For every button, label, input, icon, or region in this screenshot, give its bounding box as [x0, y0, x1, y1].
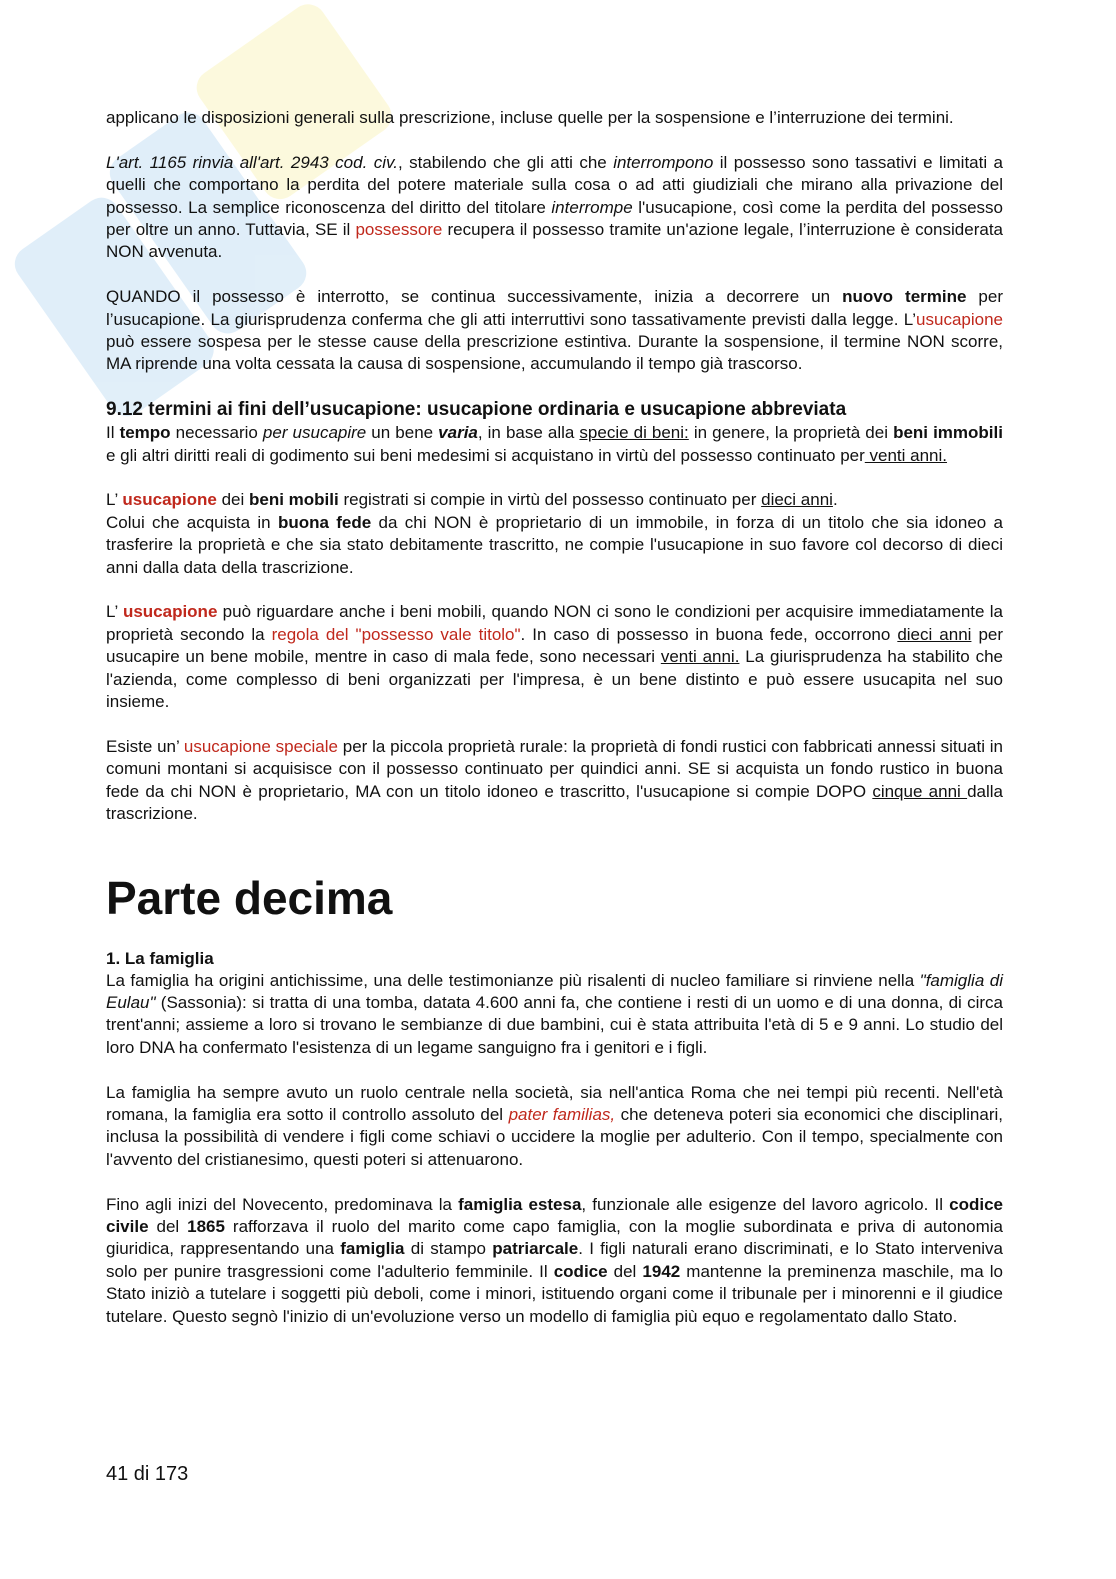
styled-text: regola del "possesso vale titolo" — [271, 624, 521, 644]
styled-text: specie di beni: — [579, 423, 689, 443]
text-run: un bene — [366, 423, 439, 443]
text-run: per usucapire un bene mobile, mentre in caso di mala fede, sono necessari — [106, 624, 1004, 667]
text-run: del — [607, 1261, 643, 1281]
styled-text: 1942 — [642, 1261, 681, 1281]
part-title: Parte decima — [106, 871, 393, 924]
text-run: L’ — [106, 602, 123, 622]
styled-text: cinque anni — [872, 781, 968, 801]
paragraph — [106, 736, 1003, 826]
styled-text: possessore — [355, 220, 443, 240]
text-run: applicano le disposizioni generali sulla prescrizione, incluse quelle per la sospensione e l’interruzione dei termini. — [106, 108, 954, 127]
text-run: (Sassonia): si tratta di una tomba, datata 4.600 anni fa, che contiene i resti di un uomo e di una donna, di circa trent'anni; assieme a loro si trovano le sembianze di due bambini, cui è stata attribuita l'età di 5 e 9 anni. Lo studio del loro DNA ha confermato l'esistenza di un legame sanguigno fra i genitori e i figli. — [106, 992, 1003, 1057]
text-run: in genere, la proprietà dei — [688, 423, 894, 443]
styled-text: per usucapire — [262, 423, 367, 443]
styled-text: "famiglia di Eulau" — [106, 970, 1003, 1012]
text-run: Fino agli inizi del Novecento, predominava la — [106, 1194, 459, 1214]
styled-text: usucapione — [122, 490, 217, 510]
text-run: il possesso sono tassativi e limitati a quelli che comportano la perdita del potere materiale sulla cosa o ad atti giudiziali che mirano alla privazione del possesso. La semplice riconoscenza del diritto del titolare — [106, 152, 1003, 217]
text-run: recupera il possesso tramite un'azione legale, l’interruzione è considerata NON avvenuta. — [106, 220, 1003, 262]
paragraph — [106, 107, 1003, 129]
paragraph — [106, 152, 1003, 264]
section-usucapione-interruzione — [106, 107, 1003, 376]
text-run: rafforzava il ruolo del marito come capo famiglia, con la moglie subordinata e priva di autonomia giuridica, rappresentando una — [106, 1216, 1003, 1259]
text-run: per l’usucapione. La giurisprudenza conferma che gli atti interruttivi sono tassativamente previsti dalla legge. L’ — [106, 287, 1003, 329]
text-run: registrati si compie in virtù del possesso continuato per — [338, 490, 762, 510]
text-run: La famiglia ha sempre avuto un ruolo centrale nella società, sia nell'antica Roma che nei tempi più recenti. Nell'età romana, la famiglia era sotto il controllo assoluto del — [106, 1082, 1003, 1124]
text-run: di stampo — [404, 1239, 493, 1259]
section-heading: 9.12 termini ai fini dell’usucapione: usucapione ordinaria e usucapione abbreviata — [106, 399, 847, 421]
styled-text: usucapione speciale — [183, 736, 338, 756]
text-run: può essere sospesa per le stesse cause della prescrizione estintiva. Durante la sospensione, il termine NON scorre, MA riprende una volta cessata la causa di sospensione, accumulando il tempo già trascorso. — [106, 332, 1003, 374]
styled-text: tempo — [119, 423, 171, 443]
styled-text: codice civile — [106, 1194, 1003, 1236]
text-run: , in base alla — [477, 423, 580, 443]
styled-text: patriarcale — [492, 1239, 579, 1259]
styled-text: varia — [438, 423, 478, 443]
text-run: . In caso di possesso in buona fede, occorrono — [520, 624, 898, 644]
text-run: per la piccola proprietà rurale: la proprietà di fondi rustici con fabbricati annessi situati in comuni montani si acquisisce con il possesso continuato per quindici anni. SE si acquista un fondo rustico in buona fede da chi NON è proprietario, MA con un titolo idoneo e trascritto, l'usucapione si compie DOPO — [106, 736, 1003, 801]
styled-text: famiglia — [340, 1239, 405, 1259]
text-run: da chi NON è proprietario di un immobile, in forza di un titolo che sia idoneo a trasferire la proprietà e che sia stato debitamente trascritto, ne compie l'usucapione in suo favore col decorso di dieci anni dalla data della trascrizione. — [106, 512, 1003, 577]
paragraph — [106, 489, 1003, 579]
text-run: dei — [216, 490, 249, 510]
styled-text: 1865 — [187, 1216, 225, 1236]
paragraph — [106, 1194, 1003, 1328]
paragraph — [106, 1082, 1003, 1172]
part-decima — [106, 870, 1003, 1328]
styled-text: dieci anni — [897, 624, 972, 644]
styled-text: beni mobili — [249, 490, 339, 510]
paragraph — [106, 970, 1003, 1060]
text-run: può riguardare anche i beni mobili, quando NON ci sono le condizioni per acquisire immediatamente la proprietà secondo la — [106, 602, 1003, 644]
styled-text: nuovo termine — [842, 287, 967, 307]
paragraph — [106, 286, 1003, 376]
text-run: Colui che acquista in — [106, 512, 278, 532]
styled-text: venti anni. — [660, 647, 740, 667]
document-page — [106, 107, 1003, 1350]
section-9-12 — [106, 398, 1003, 825]
text-run: l'usucapione, così come la perdita del possesso per oltre un anno. Tuttavia, SE il — [106, 197, 1003, 240]
text-run: Il — [106, 423, 120, 443]
text-run: QUANDO il possesso è interrotto, se continua successivamente, inizia a decorrere un — [106, 287, 843, 307]
text-run: del — [148, 1216, 188, 1236]
styled-text: pater familias, — [508, 1104, 616, 1124]
styled-text: famiglia estesa — [458, 1194, 582, 1214]
styled-text: L'art. 1165 rinvia all'art. 2943 cod. civ. — [106, 152, 398, 172]
text-run: La giurisprudenza ha stabilito che l'azienda, come complesso di beni organizzati per l'impresa, è un bene distinto e può essere usucapita nel suo insieme. — [106, 647, 1003, 712]
text-run: e gli altri diritti reali di godimento sui beni medesimi si acquistano in virtù del possesso continuato per — [106, 445, 865, 465]
styled-text: usucapione — [122, 602, 218, 622]
text-run: , funzionale alle esigenze del lavoro agricolo. Il — [581, 1194, 950, 1214]
styled-text: dieci anni — [761, 490, 833, 510]
styled-text: beni immobili — [893, 423, 1003, 443]
text-run: mantenne la preminenza maschile, ma lo Stato iniziò a tutelare i soggetti più deboli, come i minori, istituendo organi come il tribunale per i minorenni e il giudice tutelare. Questo segnò l'inizio di un'evoluzione verso un modello di famiglia più equo e regolamentato dallo Stato. — [106, 1261, 1003, 1326]
text-run: che deteneva poteri sia economici che disciplinari, inclusa la possibilità di vendere i figli come schiavi o uccidere la moglie per adulterio. Con il tempo, specialmente con l'avvento del cristianesimo, questi poteri si attenuarono. — [106, 1104, 1003, 1169]
styled-text: venti anni. — [864, 445, 948, 465]
text-run: La famiglia ha origini antichissime, una delle testimonianze più risalenti di nucleo familiare si rinviene nella — [106, 970, 920, 990]
text-run: Esiste un’ — [106, 736, 184, 756]
styled-text: buona fede — [277, 512, 372, 532]
text-run: necessario — [170, 423, 263, 443]
styled-text: interrompe — [551, 197, 633, 217]
styled-text: interrompono — [613, 152, 714, 172]
subsection-heading: 1. La famiglia — [106, 948, 214, 968]
text-run: L’ — [106, 490, 123, 510]
paragraph — [106, 601, 1003, 713]
text-run: . — [832, 490, 838, 510]
text-run: , stabilendo che gli atti che — [397, 152, 614, 172]
styled-text: codice — [553, 1261, 608, 1281]
page-number: 41 di 173 — [106, 1463, 189, 1485]
text-run: dalla trascrizione. — [106, 781, 1003, 824]
text-run: . I figli naturali erano discriminati, e lo Stato interveniva solo per punire trasgressioni come l'adulterio femminile. Il — [106, 1239, 1003, 1281]
paragraph — [106, 422, 1003, 467]
styled-text: usucapione — [916, 309, 1003, 329]
